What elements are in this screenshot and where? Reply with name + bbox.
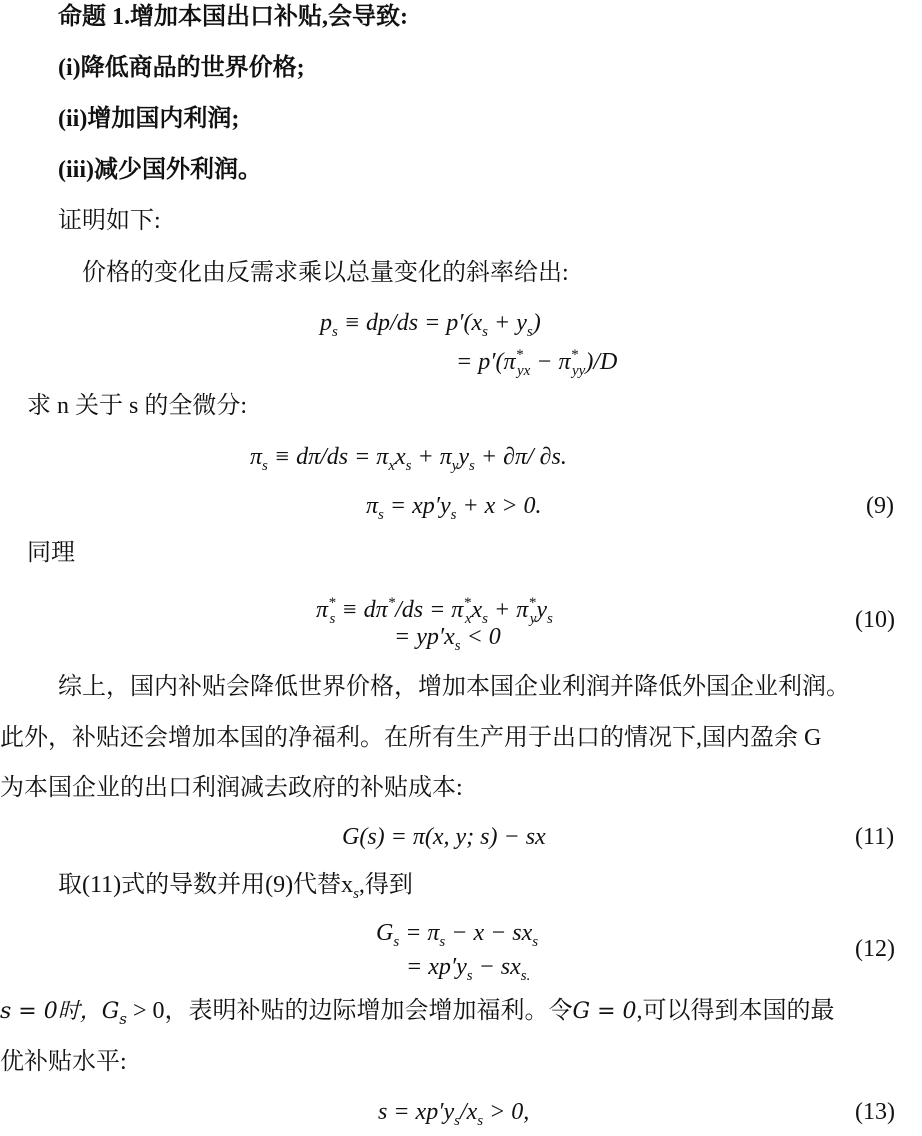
equation-10-line2: = $yp'x_s < 0$	[394, 624, 501, 654]
summary-line-2: 此外，补贴还会增加本国的净福利。在所有生产用于出口的情况下,国内盈余 G	[0, 725, 822, 751]
conclusion-g-zero: G = 0	[572, 999, 637, 1024]
equation-10-line1: $\pi^*_s \equiv d\pi^*/ds = \pi^*_xx_s + \pi^*_yy_s$	[316, 595, 553, 627]
equation-12-line1: $G_s = \pi_s - x - sx_s$	[376, 920, 539, 950]
equation-number-11: (11)	[855, 824, 895, 850]
conclusion-line-2: 优补贴水平:	[0, 1049, 127, 1075]
equation-ps-line1: $p_s \equiv dp/ds = p'(x_s + y_s)$	[320, 310, 541, 340]
conclusion-tail: ,可以得到本国的最	[636, 998, 835, 1024]
equation-pis-total: $\pi_s \equiv d\pi/ds = \pi_xx_s + \pi_yy_s + \partial\pi/$ ∂s.	[250, 444, 567, 474]
price-change-text: 价格的变化由反需求乘以总量变化的斜率给出:	[82, 260, 569, 286]
similarly-text: 同理	[27, 540, 75, 566]
summary-line-3: 为本国企业的出口利润减去政府的补贴成本:	[0, 775, 463, 801]
equation-number-12: (12)	[855, 936, 895, 962]
equation-number-10: (10)	[855, 607, 895, 633]
differential-intro: 求 n 关于 s 的全微分:	[27, 393, 248, 419]
derivative-text: 取(11)式的导数并用(9)代替$x_s$,得到	[58, 872, 413, 902]
proposition-item-1: (i)降低商品的世界价格;	[58, 55, 305, 81]
derivative-text-main: 取(11)式的导数并用(9)代替x	[58, 872, 354, 898]
equation-13: $s = xp'y_s/x_s > 0$,	[378, 1099, 530, 1129]
conclusion-text: > 0，表明补贴的边际增加会增加福利。令	[127, 998, 573, 1024]
equation-12-line2: = $xp'y_s - sx_{s.}$	[406, 954, 531, 984]
equation-number-13: (13)	[855, 1099, 895, 1125]
proposition-item-3: (iii)减少国外利润。	[58, 157, 262, 183]
equation-11: G(s) = π(x, y; s) − sx	[342, 824, 546, 850]
proof-intro: 证明如下:	[58, 208, 161, 234]
proposition-title: 命题 1.增加本国出口补贴,会导致:	[58, 4, 408, 30]
derivative-text-tail: ,得到	[358, 872, 413, 898]
equation-ps-line2: = $p'(\pi^*_{yx} - \pi^*_{yy})/D$	[456, 347, 618, 379]
equation-9: $\pi_s = xp'y_s + x > 0$.	[366, 493, 542, 523]
conclusion-line-1: s = 0时，$G_s > 0$，表明补贴的边际增加会增加福利。令G = 0,可以得到本国的最	[0, 998, 835, 1028]
conclusion-gs: G	[101, 999, 120, 1024]
conclusion-s-zero: s = 0时，	[0, 999, 102, 1024]
summary-line-1: 综上，国内补贴会降低世界价格，增加本国企业利润并降低外国企业利润。	[58, 674, 850, 700]
proposition-item-2: (ii)增加国内利润;	[58, 106, 240, 132]
equation-number-9: (9)	[866, 493, 894, 519]
